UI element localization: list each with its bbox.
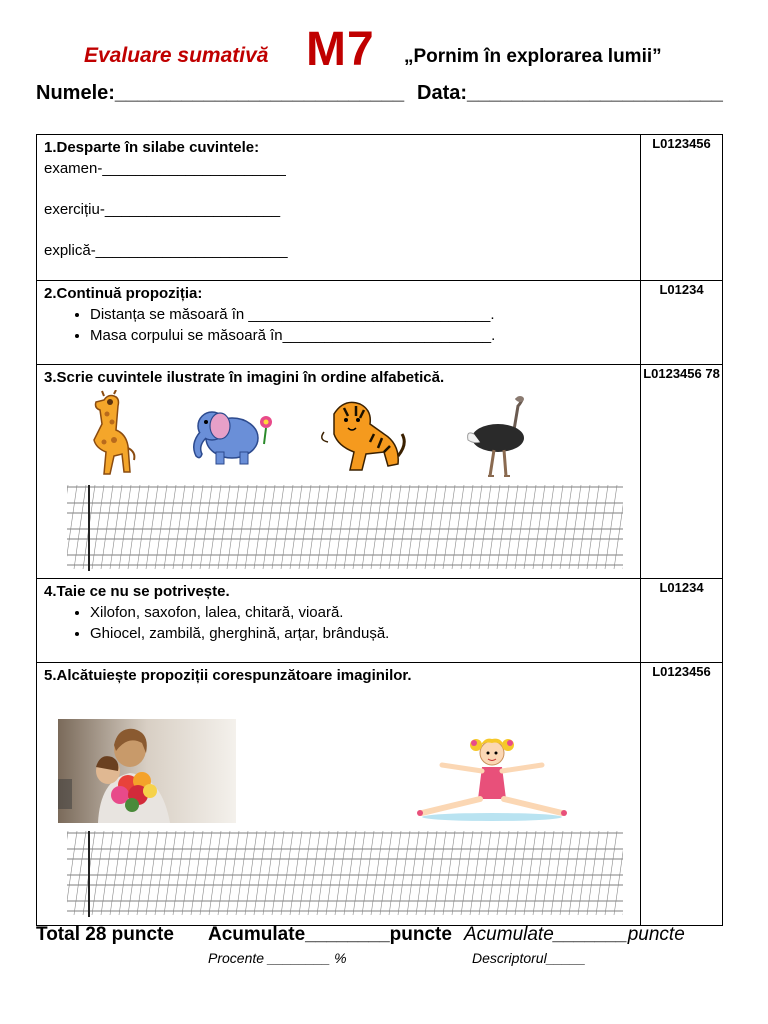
girl-splits-image <box>412 733 572 823</box>
worksheet-subtitle: „Pornim în explorarea lumii” <box>404 46 662 67</box>
worksheet-header <box>0 22 768 76</box>
module-code: M7 <box>306 23 375 76</box>
task-row-3 <box>37 365 723 579</box>
task-5-code: L0123456 <box>641 663 723 926</box>
task-3-code: L0123456 78 <box>641 365 723 579</box>
task-4-bullet-1[interactable]: • Xilofon, saxofon, lalea, chitară, vioară. <box>90 602 640 623</box>
task-1-line-3[interactable]: explică-_______________________ <box>44 242 288 259</box>
descriptor-field[interactable]: Descriptorul_____ <box>472 950 586 966</box>
elephant-image <box>184 400 279 470</box>
task-row-1 <box>37 135 723 281</box>
accumulated-points-field[interactable]: Acumulate________puncte <box>208 924 452 945</box>
task-1-code: L0123456 <box>641 135 723 281</box>
mother-child-flowers-photo <box>58 719 236 823</box>
task-4-question: 4.Taie ce nu se potrivește. <box>44 583 230 600</box>
date-field[interactable]: Data:_______________________ <box>417 82 723 104</box>
giraffe-image <box>74 390 144 478</box>
task-5-question: 5.Alcătuiește propoziții corespunzătoare imaginilor. <box>44 667 412 684</box>
task-2-question: 2.Continuă propoziția: <box>44 285 203 302</box>
task-1-question: 1.Desparte în silabe cuvintele: <box>44 139 260 156</box>
task-2-bullet-2[interactable]: • Masa corpului se măsoară în_________________________. <box>90 325 640 346</box>
tiger-image <box>314 394 409 476</box>
worksheet-title: Evaluare sumativă <box>84 44 269 67</box>
task-1-line-2[interactable]: exercițiu-_____________________ <box>44 201 281 218</box>
task-row-4 <box>37 579 723 663</box>
task-2-bullet-1[interactable]: • Distanța se măsoară în _____________________________. <box>90 304 640 325</box>
task-4-code: L01234 <box>641 579 723 663</box>
name-field[interactable]: Numele:__________________________ <box>36 82 405 104</box>
task-row-2 <box>37 281 723 365</box>
task-4-bullet-2[interactable]: • Ghiocel, zambilă, gherghină, arțar, brândușă. <box>90 623 640 644</box>
handwriting-lines-3 <box>67 485 623 571</box>
task-row-5 <box>37 663 723 926</box>
ostrich-image <box>454 390 544 480</box>
tasks-table <box>36 134 723 926</box>
task-1-line-1[interactable]: examen-______________________ <box>44 160 286 177</box>
accumulated-points-field-italic[interactable]: Acumulate_______puncte <box>464 924 685 945</box>
task-2-code: L01234 <box>641 281 723 365</box>
task-3-question: 3.Scrie cuvintele ilustrate în imagini în ordine alfabetică. <box>44 369 445 386</box>
handwriting-lines-5 <box>67 831 623 917</box>
percent-field[interactable]: Procente ________ % <box>208 950 347 966</box>
total-points: Total 28 puncte <box>36 924 174 945</box>
